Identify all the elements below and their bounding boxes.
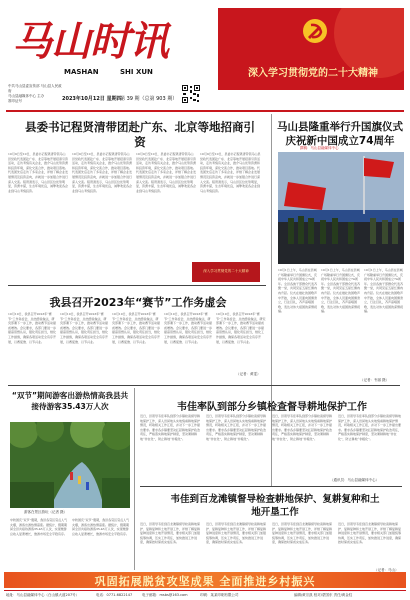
section-divider: [8, 385, 400, 386]
photo-caption: 游客在景区游玩（记者 摄）: [24, 510, 68, 514]
article-body: 10月10日，我县召开2023年“赛节”工作务虚会，总结经验做法，研究部署下一步工作，推动赛节活动提质增效。会议要求，各部门要进一步提高思想认识，强化责任担当，细化工作措施，确保各项活动安全有序开展，以赛促旅、以节兴业。: [8, 312, 56, 344]
article-body: 10月10日，我县召开2023年“赛节”工作务虚会，总结经验做法，研究部署下一步工作，推动赛节活动提质增效。会议要求，各部门要进一步提高思想认识，强化责任担当，细化工作措施，确保各项活动安全有序开展，以赛促旅、以节兴业。: [164, 312, 212, 344]
footer-address: 地址：马山县融媒体中心（白山镇大道207号）: [6, 593, 80, 597]
article-body: 10月9日至10日，县委书记程贤清带领马山县党政代表团赴广东、北京等地开展招商引资活动，走访考察有关企业，推介马山优势资源和投资环境，深化交流合作，推动项目落地。代表团先后走访了多家企业，详细了解企业发展情况及投资意向，并就进一步加强合作进行深入交流。程贤清表示，马山县区位优势明显，资源丰富，生态环境优良，诚挚欢迎各企业到马山考察投资。: [8, 152, 68, 193]
pinyin-left: MASHAN: [64, 68, 99, 76]
article-body: 近日，县领导韦佳到百龙滩镇督导检查耕地保护、复耕复种和土地开垦工作，详细了解复耕复种进度和土地开垦情况，要求相关部门加强统筹协调，压实工作责任，加快推进工作进度，确保按时保质完成任务。: [338, 522, 402, 545]
article-meta: 撰稿：马山县融媒体中心: [300, 146, 339, 150]
article-headline: 韦佳到百龙滩镇督导检查耕地保护、复耕复种和土地开垦工作: [170, 494, 380, 518]
section-divider: [8, 285, 266, 286]
section-divider: [140, 486, 402, 487]
article-body: 中秋国庆“双节”假期，我县各景区景点人气火爆，游客出游热情高涨。据统计，假期期间全县共接待游客35.43万人次，实现旅游总收入显著增长，旅游市场安全平稳有序。: [10, 518, 68, 536]
newspaper-logo: 马山时讯: [12, 18, 168, 65]
publisher-line: 准印证号: [8, 99, 22, 103]
article-body: 近日，县领导韦佳到百龙滩镇督导检查耕地保护、复耕复种和土地开垦工作，详细了解复耕复种进度和土地开垦情况，要求相关部门加强统筹协调，压实工作责任，加快推进工作进度，确保按时保质完成任务。: [206, 522, 267, 545]
article-body: 10月9日至10日，县委书记程贤清带领马山县党政代表团赴广东、北京等地开展招商引资活动，走访考察有关企业，推介马山优势资源和投资环境，深化交流合作，推动项目落地。代表团先后走访了多家企业，详细了解企业发展情况及投资意向，并就进一步加强合作进行深入交流。程贤清表示，马山县区位优势明显，资源丰富，生态环境优良，诚挚欢迎各企业到马山考察投资。: [136, 152, 196, 193]
issue-date: 2023年10月12日 星期四: [62, 96, 122, 102]
article-body: 近日，县领导韦佳到百龙滩镇督导检查耕地保护、复耕复种和土地开垦工作，详细了解复耕复种进度和土地开垦情况，要求相关部门加强统筹协调，压实工作责任，加快推进工作进度，确保按时保质完成任务。: [272, 522, 333, 545]
bottom-banner: [4, 572, 406, 588]
party-emblem-icon: [302, 18, 328, 44]
article-body: 10月9日至10日，县委书记程贤清带领马山县党政代表团赴广东、北京等地开展招商引资活动，走访考察有关企业，推介马山优势资源和投资环境，深化交流合作，推动项目落地。代表团先后走访了多家企业，详细了解企业发展情况及投资意向，并就进一步加强合作进行深入交流。程贤清表示，马山县区位优势明显，资源丰富，生态环境优良，诚挚欢迎各企业到马山考察投资。: [72, 152, 132, 193]
masthead-divider: [6, 110, 404, 112]
article-body: 10月1日上午，马山县在县城广场隆重举行升国旗仪式，庆祝中华人民共和国成立74周年。全县各族干部群众代表齐聚一堂，共同见证五星红旗冉冉升起。仪式在雄壮的国歌声中开始，全体人员面向国旗肃立，行注目礼，齐声高唱国歌，表达对伟大祖国的深情祝福。: [364, 268, 404, 314]
slogan-panel: [218, 8, 404, 90]
article-body: 10月10日，我县召开2023年“赛节”工作务虚会，总结经验做法，研究部署下一步工作，推动赛节活动提质增效。会议要求，各部门要进一步提高思想认识，强化责任担当，细化工作措施，确保各项活动安全有序开展，以赛促旅、以节兴业。: [112, 312, 160, 344]
article-body: 近日，县领导韦佳率队到部分乡镇检查督导耕地保护工作，深入田间地头实地察看耕地保护情况，听取相关工作汇报，并对下一步工作提出要求。要求各乡镇要坚决扛起耕地保护政治责任，严格落实耕地保护制度，坚决遏制耕地“非农化”，防止耕地“非粮化”。: [206, 414, 267, 441]
publisher-line: 马山县融媒体中心 主办: [8, 94, 45, 98]
article-body: 10月1日上午，马山县在县城广场隆重举行升国旗仪式，庆祝中华人民共和国成立74周年。全县各族干部群众代表齐聚一堂，共同见证五星红旗冉冉升起。仪式在雄壮的国歌声中开始，全体人员面向国旗肃立，行注目礼，齐声高唱国歌，表达对伟大祖国的深情祝福。: [278, 268, 318, 314]
slogan-text: 深入学习贯彻党的二十大精神: [248, 68, 378, 79]
issue-number: 第 39 期（总第 903 期）: [120, 96, 178, 102]
flag-ceremony-photo: [278, 152, 404, 264]
article-body: 10月9日至10日，县委书记程贤清带领马山县党政代表团赴广东、北京等地开展招商引资活动，走访考察有关企业，推介马山优势资源和投资环境，深化交流合作，推动项目落地。代表团先后走访了多家企业，详细了解企业发展情况及投资意向，并就进一步加强合作进行深入交流。程贤清表示，马山县区位优势明显，资源丰富，生态环境优良，诚挚欢迎各企业到马山考察投资。: [200, 152, 261, 193]
article-headline: 韦佳率队到部分乡镇检查督导耕地保护工作: [177, 402, 367, 413]
footer-phone: 电话：0771-6822147: [96, 593, 133, 597]
party-banner-photo: [192, 262, 260, 282]
footer-printer: 印刷：某某印刷有限公司: [200, 593, 239, 597]
article-body: 近日，县领导韦佳率队到部分乡镇检查督导耕地保护工作，深入田间地头实地察看耕地保护情况，听取相关工作汇报，并对下一步工作提出要求。要求各乡镇要坚决扛起耕地保护政治责任，严格落实耕地保护制度，坚决遏制耕地“非农化”，防止耕地“非粮化”。: [338, 414, 402, 441]
masthead: [0, 0, 410, 112]
footer: [4, 590, 406, 600]
article-body: 近日，县领导韦佳率队到部分乡镇检查督导耕地保护工作，深入田间地头实地察看耕地保护情况，听取相关工作汇报，并对下一步工作提出要求。要求各乡镇要坚决扛起耕地保护政治责任，严格落实耕地保护制度，坚决遏制耕地“非农化”，防止耕地“非粮化”。: [272, 414, 333, 441]
article-headline: 我县召开2023年“赛节”工作务虚会: [49, 296, 227, 309]
publisher-line: 中共马山县委宣传部 马山县人民政府: [8, 84, 62, 93]
article-body: 10月1日上午，马山县在县城广场隆重举行升国旗仪式，庆祝中华人民共和国成立74周年。全县各族干部群众代表齐聚一堂，共同见证五星红旗冉冉升起。仪式在雄壮的国歌声中开始，全体人员面向国旗肃立，行注目礼，齐声高唱国歌，表达对伟大祖国的深情祝福。: [321, 268, 361, 314]
qr-code-icon: [181, 84, 201, 104]
footer-editors: 编辑/黄宗凯 校对/蒙国东 责任/黄金柱: [294, 593, 353, 597]
banner-caption: 深入学习贯彻党的二十大精神: [203, 269, 249, 273]
photo-credit: （记者：韦丽 摄）: [360, 378, 390, 382]
article-headline: 县委书记程贤清带团赴广东、北京等地招商引资: [25, 120, 255, 149]
article-headline: 马山县隆重举行升国旗仪式庆祝新中国成立74周年: [277, 121, 403, 147]
tourists-photo: [10, 422, 130, 508]
article-credit: （记者：马山）: [374, 568, 399, 572]
article-headline: “双节”期间游客出游热情高我县共接待游客35.43万人次: [11, 391, 129, 411]
article-credit: （通讯员：马山县融媒体中心）: [330, 478, 379, 482]
article-body: 中秋国庆“双节”假期，我县各景区景点人气火爆，游客出游热情高涨。据统计，假期期间全县共接待游客35.43万人次，实现旅游总收入显著增长，旅游市场安全平稳有序。: [72, 518, 130, 536]
article-credit: （记者：黄雯）: [236, 372, 261, 376]
article-body: 10月10日，我县召开2023年“赛节”工作务虚会，总结经验做法，研究部署下一步工作，推动赛节活动提质增效。会议要求，各部门要进一步提高思想认识，强化责任担当，细化工作措施，确保各项活动安全有序开展，以赛促旅、以节兴业。: [216, 312, 266, 344]
footer-email: 电子邮箱：msbs@163.com: [142, 593, 188, 597]
banner-text: 巩固拓展脱贫攻坚成果 全面推进乡村振兴: [94, 575, 316, 588]
article-body: 10月10日，我县召开2023年“赛节”工作务虚会，总结经验做法，研究部署下一步工作，推动赛节活动提质增效。会议要求，各部门要进一步提高思想认识，强化责任担当，细化工作措施，确保各项活动安全有序开展，以赛促旅、以节兴业。: [60, 312, 108, 344]
article-body: 近日，县领导韦佳率队到部分乡镇检查督导耕地保护工作，深入田间地头实地察看耕地保护情况，听取相关工作汇报，并对下一步工作提出要求。要求各乡镇要坚决扛起耕地保护政治责任，严格落实耕地保护制度，坚决遏制耕地“非农化”，防止耕地“非粮化”。: [140, 414, 201, 441]
publisher-info: [8, 84, 64, 104]
article-body: 近日，县领导韦佳到百龙滩镇督导检查耕地保护、复耕复种和土地开垦工作，详细了解复耕复种进度和土地开垦情况，要求相关部门加强统筹协调，压实工作责任，加快推进工作进度，确保按时保质完成任务。: [140, 522, 201, 545]
pinyin-right: SHI XUN: [120, 68, 153, 76]
